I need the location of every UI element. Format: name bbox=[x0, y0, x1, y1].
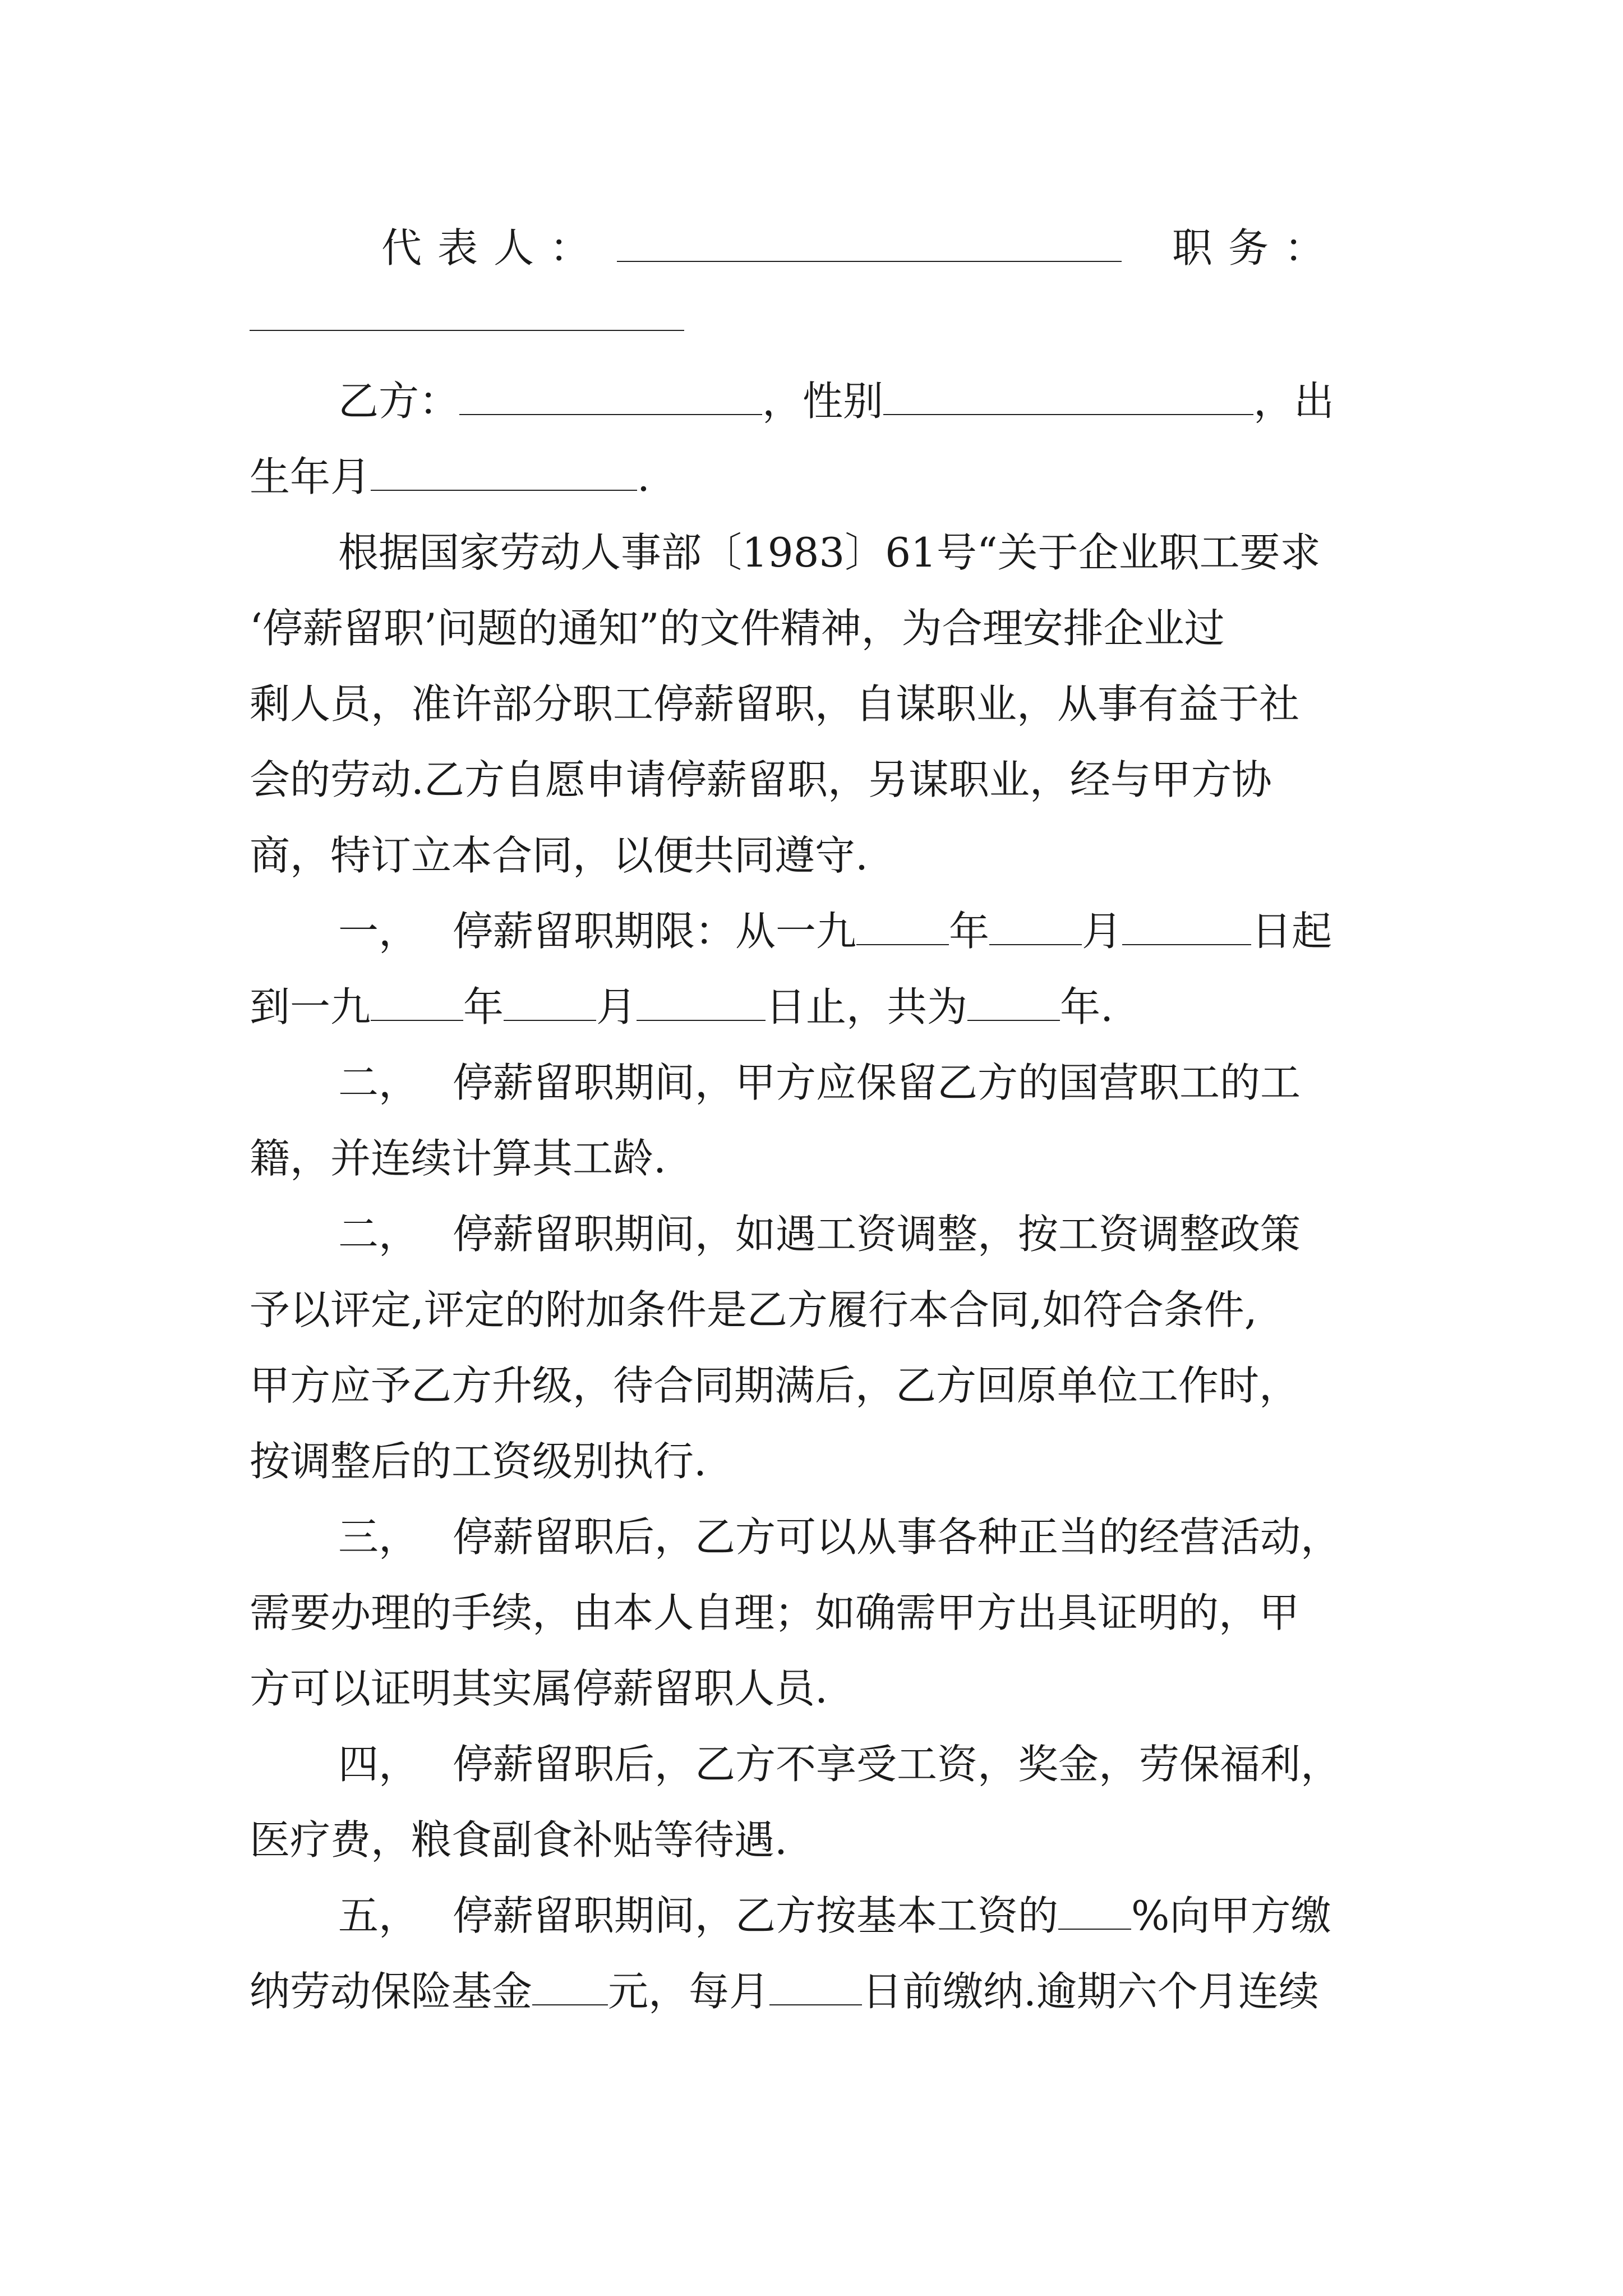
total-years-blank bbox=[967, 1014, 1060, 1021]
end-month-blank bbox=[504, 1014, 596, 1021]
clause-4-text: 停薪留职后，乙方可以从事各种正当的经营活动， bbox=[453, 1513, 1341, 1561]
clause-3-number: 二， bbox=[338, 1211, 419, 1258]
clause-3-text: 停薪留职期间，如遇工资调整，按工资调整政策 bbox=[453, 1211, 1301, 1258]
end-day-label: 日止，共为 bbox=[766, 983, 968, 1030]
position-blank bbox=[250, 324, 684, 331]
start-year-label: 年 bbox=[949, 908, 990, 955]
preamble-line-2: ‘停薪留职’问题的通知”的文件精神，为合理安排企业过 bbox=[250, 605, 1225, 652]
clause-4-line-3: 方可以证明其实属停薪留职人员. bbox=[250, 1665, 828, 1712]
birth-period: . bbox=[637, 453, 650, 500]
party-b-label: 乙方： bbox=[338, 378, 460, 425]
clause-6-text-e: 日前缴纳.逾期六个月连续 bbox=[862, 1968, 1319, 2015]
total-years-label: 年. bbox=[1060, 983, 1113, 1030]
end-prefix: 到一九 bbox=[250, 983, 371, 1030]
start-month-label: 月 bbox=[1082, 908, 1123, 955]
clause-1-number: 一， bbox=[338, 908, 419, 955]
clause-3-line-1 bbox=[338, 1206, 1301, 1262]
position-blank-line bbox=[250, 289, 684, 345]
clause-4-number: 三， bbox=[338, 1513, 419, 1561]
clause-1-line-1 bbox=[338, 903, 1332, 959]
clause-6-text-d: 元，每月 bbox=[608, 1968, 770, 2015]
clause-4-line-1 bbox=[338, 1509, 1341, 1565]
clause-6-text-a: 停薪留职期间，乙方按基本工资的 bbox=[453, 1892, 1059, 1939]
percent-blank bbox=[1058, 1923, 1131, 1930]
party-b-comma-2: ， bbox=[1253, 378, 1294, 425]
end-year-label: 年 bbox=[463, 983, 504, 1030]
gender-label: 性别 bbox=[803, 378, 884, 425]
end-month-label: 月 bbox=[596, 983, 637, 1030]
position-label: 职务： bbox=[1172, 224, 1341, 272]
end-year-blank bbox=[371, 1014, 463, 1021]
payment-day-blank bbox=[769, 1999, 862, 2005]
clause-3-line-4: 按调整后的工资级别执行. bbox=[250, 1438, 707, 1485]
preamble-line-3: 剩人员，准许部分职工停薪留职，自谋职业，从事有益于社 bbox=[250, 680, 1300, 728]
clause-3-line-2: 予以评定,评定的附加条件是乙方履行本合同,如符合条件, bbox=[250, 1286, 1257, 1333]
clause-5-line-2: 医疗费，粮食副食补贴等待遇. bbox=[250, 1816, 787, 1864]
clause-1-line-2 bbox=[250, 979, 1113, 1035]
clause-5-line-1 bbox=[338, 1736, 1341, 1792]
birth-line bbox=[250, 449, 650, 505]
start-month-blank bbox=[989, 938, 1082, 945]
birth-prefix: 出 bbox=[1294, 378, 1335, 425]
preamble-line-1: 根据国家劳动人事部〔1983〕61号“关于企业职工要求 bbox=[338, 529, 1321, 576]
clause-6-number: 五， bbox=[338, 1892, 419, 1939]
clause-1-text: 停薪留职期限：从一九 bbox=[453, 908, 857, 955]
start-day-label: 日起 bbox=[1251, 908, 1332, 955]
clause-6-line-1 bbox=[338, 1888, 1331, 1944]
birth-label: 生年月 bbox=[250, 453, 371, 500]
representative-line bbox=[381, 220, 1340, 276]
clause-2-number: 二， bbox=[338, 1059, 419, 1106]
party-b-comma-1: ， bbox=[762, 378, 803, 425]
end-day-blank bbox=[637, 1014, 766, 1021]
clause-2-line-1 bbox=[338, 1055, 1301, 1111]
clause-3-line-3: 甲方应予乙方升级，待合同期满后，乙方回原单位工作时， bbox=[250, 1362, 1300, 1409]
clause-2-text: 停薪留职期间，甲方应保留乙方的国营职工的工 bbox=[453, 1059, 1301, 1106]
preamble-line-5: 商，特订立本合同，以便共同遵守. bbox=[250, 832, 868, 879]
representative-blank bbox=[617, 255, 1122, 262]
representative-label: 代表人： bbox=[381, 224, 606, 272]
gender-blank bbox=[883, 408, 1253, 415]
clause-5-text: 停薪留职后，乙方不享受工资，奖金，劳保福利， bbox=[453, 1741, 1341, 1788]
start-year-blank bbox=[856, 938, 949, 945]
preamble-line-4: 会的劳动.乙方自愿申请停薪留职，另谋职业，经与甲方协 bbox=[250, 756, 1272, 803]
clause-5-number: 四， bbox=[338, 1741, 419, 1788]
clause-2-line-2: 籍，并连续计算其工龄. bbox=[250, 1135, 666, 1182]
clause-6-text-b: %向甲方缴 bbox=[1131, 1892, 1331, 1939]
party-b-line bbox=[338, 373, 1334, 429]
fund-amount-blank bbox=[532, 1999, 608, 2005]
start-day-blank bbox=[1122, 938, 1251, 945]
clause-6-line-2 bbox=[250, 1963, 1319, 2019]
clause-4-line-2: 需要办理的手续，由本人自理；如确需甲方出具证明的，甲 bbox=[250, 1589, 1300, 1636]
clause-6-text-c: 纳劳动保险基金 bbox=[250, 1968, 533, 2015]
party-b-name-blank bbox=[459, 408, 762, 415]
birth-blank bbox=[371, 484, 637, 491]
